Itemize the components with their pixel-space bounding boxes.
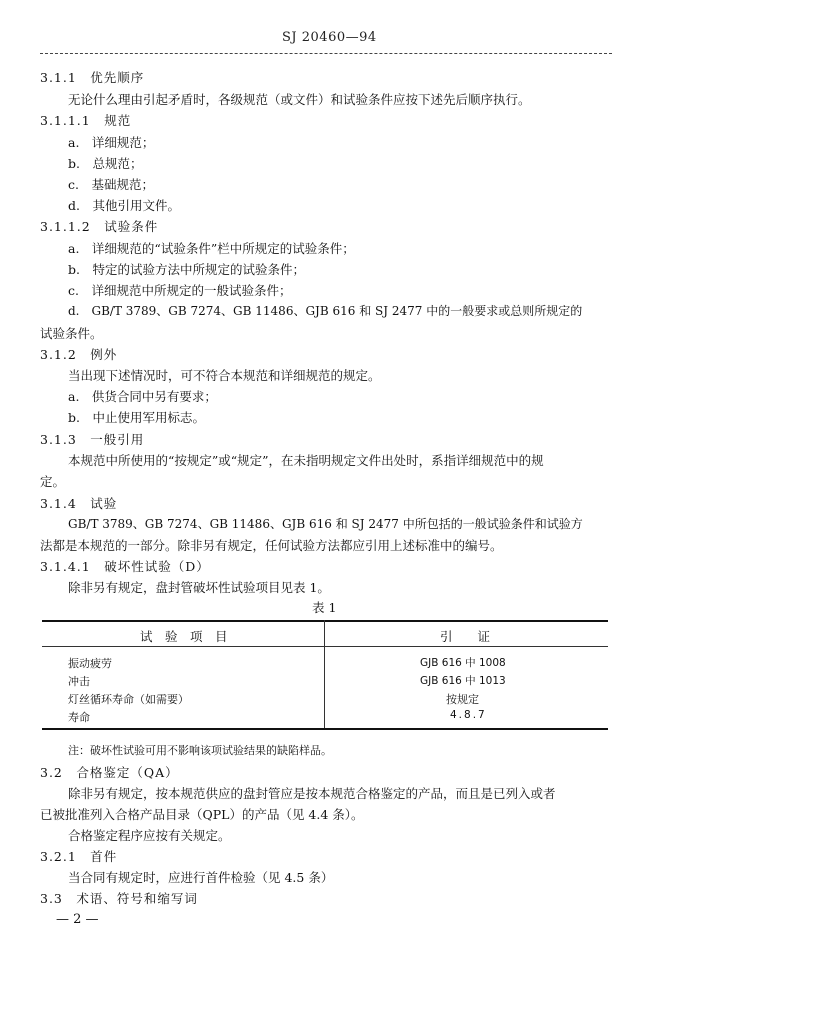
table-cell-test-item: 寿命 (68, 711, 90, 724)
section-3-1-1-paragraph: 无论什么理由引起矛盾时，各级规范（或文件）和试验条件应按下述先后顺序执行。 (68, 92, 531, 107)
page-number: — 2 — (56, 912, 99, 927)
section-3-2-paragraph-continuation: 已被批准列入合格产品目录（QPL）的产品（见 4.4 条）。 (40, 807, 364, 822)
table-bottom-rule (42, 728, 608, 730)
section-3-2-heading: 3.2 合格鉴定（QA） (40, 765, 179, 780)
section-3-1-4-paragraph: GB/T 3789、GB 7274、GB 11486、GJB 616 和 SJ 2477 中所包括的一般试验条件和试验方 (68, 517, 583, 531)
section-3-1-3-heading: 3.1.3 一般引用 (40, 432, 145, 447)
table-top-rule (42, 620, 608, 622)
list-item-a: a. 详细规范的“试验条件”栏中所规定的试验条件； (68, 241, 355, 256)
section-3-2-paragraph-2: 合格鉴定程序应按有关规定。 (68, 828, 231, 843)
section-3-2-1-paragraph: 当合同有规定时，应进行首件检验（见 4.5 条） (68, 870, 334, 885)
section-3-1-3-paragraph: 本规范中所使用的“按规定”或“规定”，在未指明规定文件出处时，系指详细规范中的规 (68, 453, 544, 468)
list-item-c: c. 详细规范中所规定的一般试验条件； (68, 283, 292, 298)
section-3-1-4-paragraph-continuation: 法都是本规范的一部分。除非另有规定，任何试验方法都应引用上述标准中的编号。 (40, 538, 503, 553)
header-rule (40, 53, 612, 54)
table-cell-reference: GJB 616 中 1008 (420, 657, 506, 669)
section-3-3-heading: 3.3 术语、符号和缩写词 (40, 891, 198, 906)
table-header-rule (42, 646, 608, 647)
list-item-a: a. 详细规范； (68, 135, 155, 150)
table-header-reference: 引 证 (440, 629, 491, 644)
list-item-a: a. 供货合同中另有要求； (68, 389, 217, 404)
list-item-c: c. 基础规范； (68, 177, 154, 192)
list-item-b: b. 中止使用军用标志。 (68, 410, 205, 425)
table-cell-test-item: 冲击 (68, 675, 90, 688)
list-item-b: b. 特定的试验方法中所规定的试验条件； (68, 262, 305, 277)
section-3-1-2-heading: 3.1.2 例外 (40, 347, 118, 362)
section-3-1-1-2-heading: 3.1.1.2 试验条件 (40, 219, 159, 234)
section-3-1-4-1-paragraph: 除非另有规定，盘封管破坏性试验项目见表 1。 (68, 580, 330, 595)
list-item-b: b. 总规范； (68, 156, 143, 171)
table-cell-reference: 4.8.7 (450, 709, 487, 721)
section-3-1-4-1-heading: 3.1.4.1 破坏性试验（D） (40, 559, 210, 574)
section-3-1-2-paragraph: 当出现下述情况时，可不符合本规范和详细规范的规定。 (68, 368, 381, 383)
section-3-1-1-heading: 3.1.1 优先顺序 (40, 70, 145, 85)
list-item-d-continuation: 试验条件。 (40, 326, 103, 341)
table-cell-reference: GJB 616 中 1013 (420, 675, 506, 687)
table-header-test-item: 试 验 项 目 (140, 629, 228, 644)
table-cell-test-item: 振动疲劳 (68, 657, 112, 670)
table-cell-test-item: 灯丝循环寿命（如需要） (68, 693, 189, 706)
table-caption: 表 1 (312, 600, 337, 615)
section-3-2-paragraph: 除非另有规定，按本规范供应的盘封管应是按本规范合格鉴定的产品，而且是已列入或者 (68, 786, 556, 801)
section-3-1-4-heading: 3.1.4 试验 (40, 496, 118, 511)
section-3-1-3-paragraph-continuation: 定。 (40, 474, 66, 489)
list-item-d: d. GB/T 3789、GB 7274、GB 11486、GJB 616 和 SJ 2477 中的一般要求或总则所规定的 (68, 304, 583, 318)
section-3-2-1-heading: 3.2.1 首件 (40, 849, 118, 864)
section-3-1-1-1-heading: 3.1.1.1 规范 (40, 113, 132, 128)
list-item-d: d. 其他引用文件。 (68, 198, 180, 213)
table-column-divider (324, 620, 325, 728)
table-note: 注：破坏性试验可用不影响该项试验结果的缺陷样品。 (68, 744, 332, 757)
standard-code: SJ 20460—94 (282, 30, 377, 45)
table-cell-reference: 按规定 (446, 693, 479, 706)
